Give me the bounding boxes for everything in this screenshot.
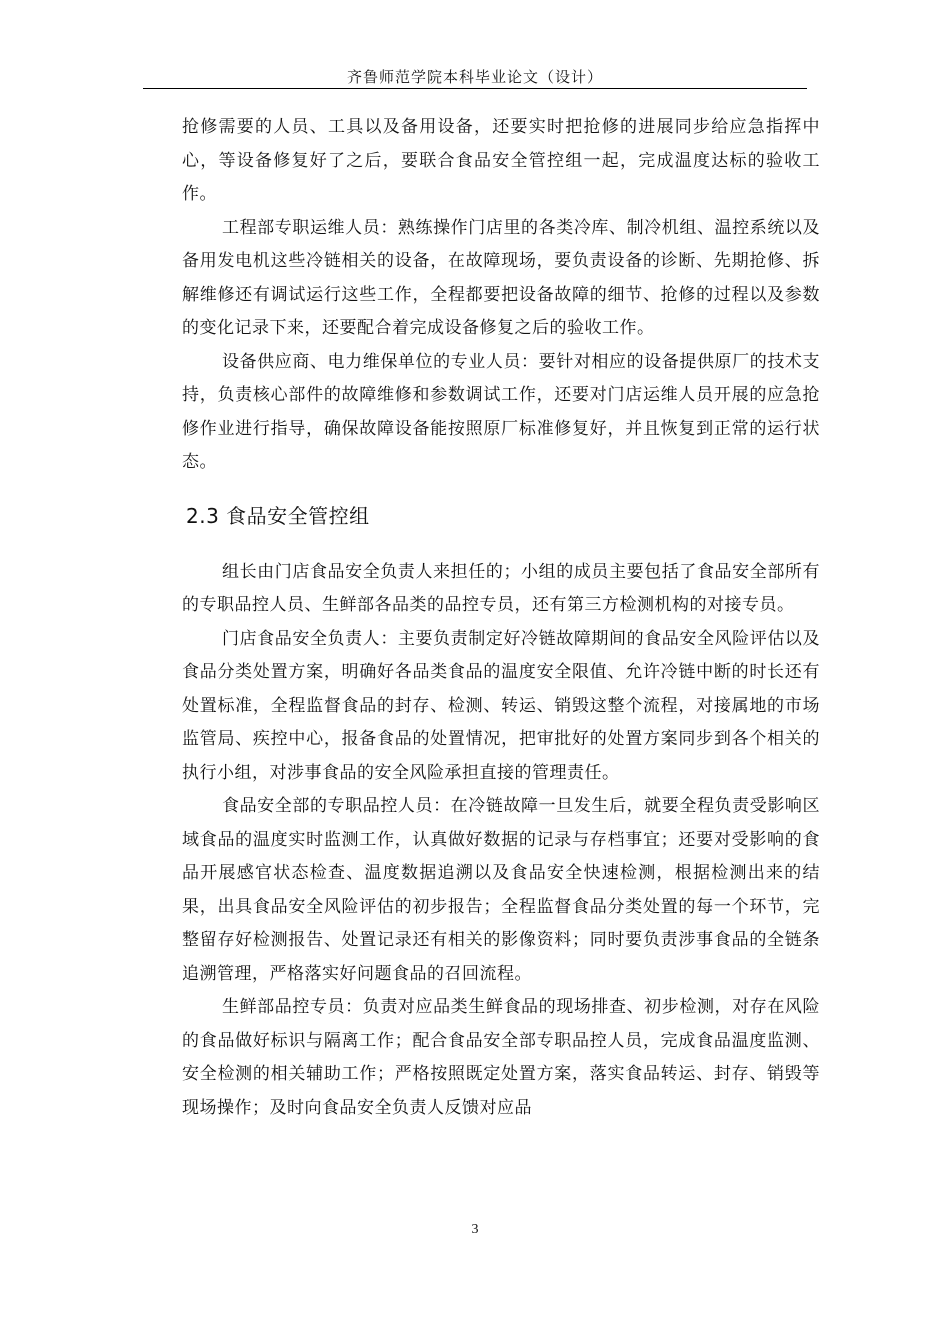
paragraph-fresh-qc: 生鲜部品控专员：负责对应品类生鲜食品的现场排查、初步检测，对存在风险的食品做好标识与隔离工作；配合食品安全部专职品控人员，完成食品温度监测、安全检测的相关辅助工作；严格按照既定处置方案，落实食品转运、封存、销毁等现场操作；及时向食品安全负责人反馈对应品 xyxy=(182,997,820,1118)
page-number: 3 xyxy=(471,1222,479,1237)
body-text xyxy=(182,111,820,1125)
paragraph-engineering-staff: 工程部专职运维人员：熟练操作门店里的各类冷库、制冷机组、温控系统以及备用发电机这些冷链相关的设备，在故障现场，要负责设备的诊断、先期抢修、拆解维修还有调试运行这些工作，全程都要把设备故障的细节、抢修的过程以及参数的变化记录下来，还要配合着完成设备修复之后的验收工作。 xyxy=(182,217,820,338)
section-heading: 2.3 食品安全管控组 xyxy=(186,503,370,528)
paragraph-continuation: 抢修需要的人员、工具以及备用设备，还要实时把抢修的进展同步给应急指挥中心，等设备修复好了之后，要联合食品安全管控组一起，完成温度达标的验收工作。 xyxy=(182,117,820,204)
header-divider xyxy=(143,88,807,89)
paragraph-suppliers: 设备供应商、电力维保单位的专业人员：要针对相应的设备提供原厂的技术支持，负责核心部件的故障维修和参数调试工作，还要对门店运维人员开展的应急抢修作业进行指导，确保故障设备能按照原厂标准修复好，并且恢复到正常的运行状态。 xyxy=(182,351,820,472)
paragraph-safety-lead: 门店食品安全负责人：主要负责制定好冷链故障期间的食品安全风险评估以及食品分类处置方案，明确好各品类食品的温度安全限值、允许冷链中断的时长还有处置标准，全程监督食品的封存、检测、转运、销毁这整个流程，对接属地的市场监管局、疾控中心，报备食品的处置情况，把审批好的处置方案同步到各个相关的执行小组，对涉事食品的安全风险承担直接的管理责任。 xyxy=(182,628,820,783)
paragraph-team-composition: 组长由门店食品安全负责人来担任的；小组的成员主要包括了食品安全部所有的专职品控人员、生鲜部各品类的品控专员，还有第三方检测机构的对接专员。 xyxy=(182,561,820,615)
paragraph-qc-staff: 食品安全部的专职品控人员：在冷链故障一旦发生后，就要全程负责受影响区域食品的温度实时监测工作，认真做好数据的记录与存档事宜；还要对受影响的食品开展感官状态检查、温度数据追溯以及食品安全快速检测，根据检测出来的结果，出具食品安全风险评估的初步报告；全程监督食品分类处置的每一个环节，完整留存好检测报告、处置记录还有相关的影像资料；同时要负责涉事食品的全链条追溯管理，严格落实好问题食品的召回流程。 xyxy=(182,796,820,984)
running-header: 齐鲁师范学院本科毕业论文（设计） xyxy=(346,68,603,86)
